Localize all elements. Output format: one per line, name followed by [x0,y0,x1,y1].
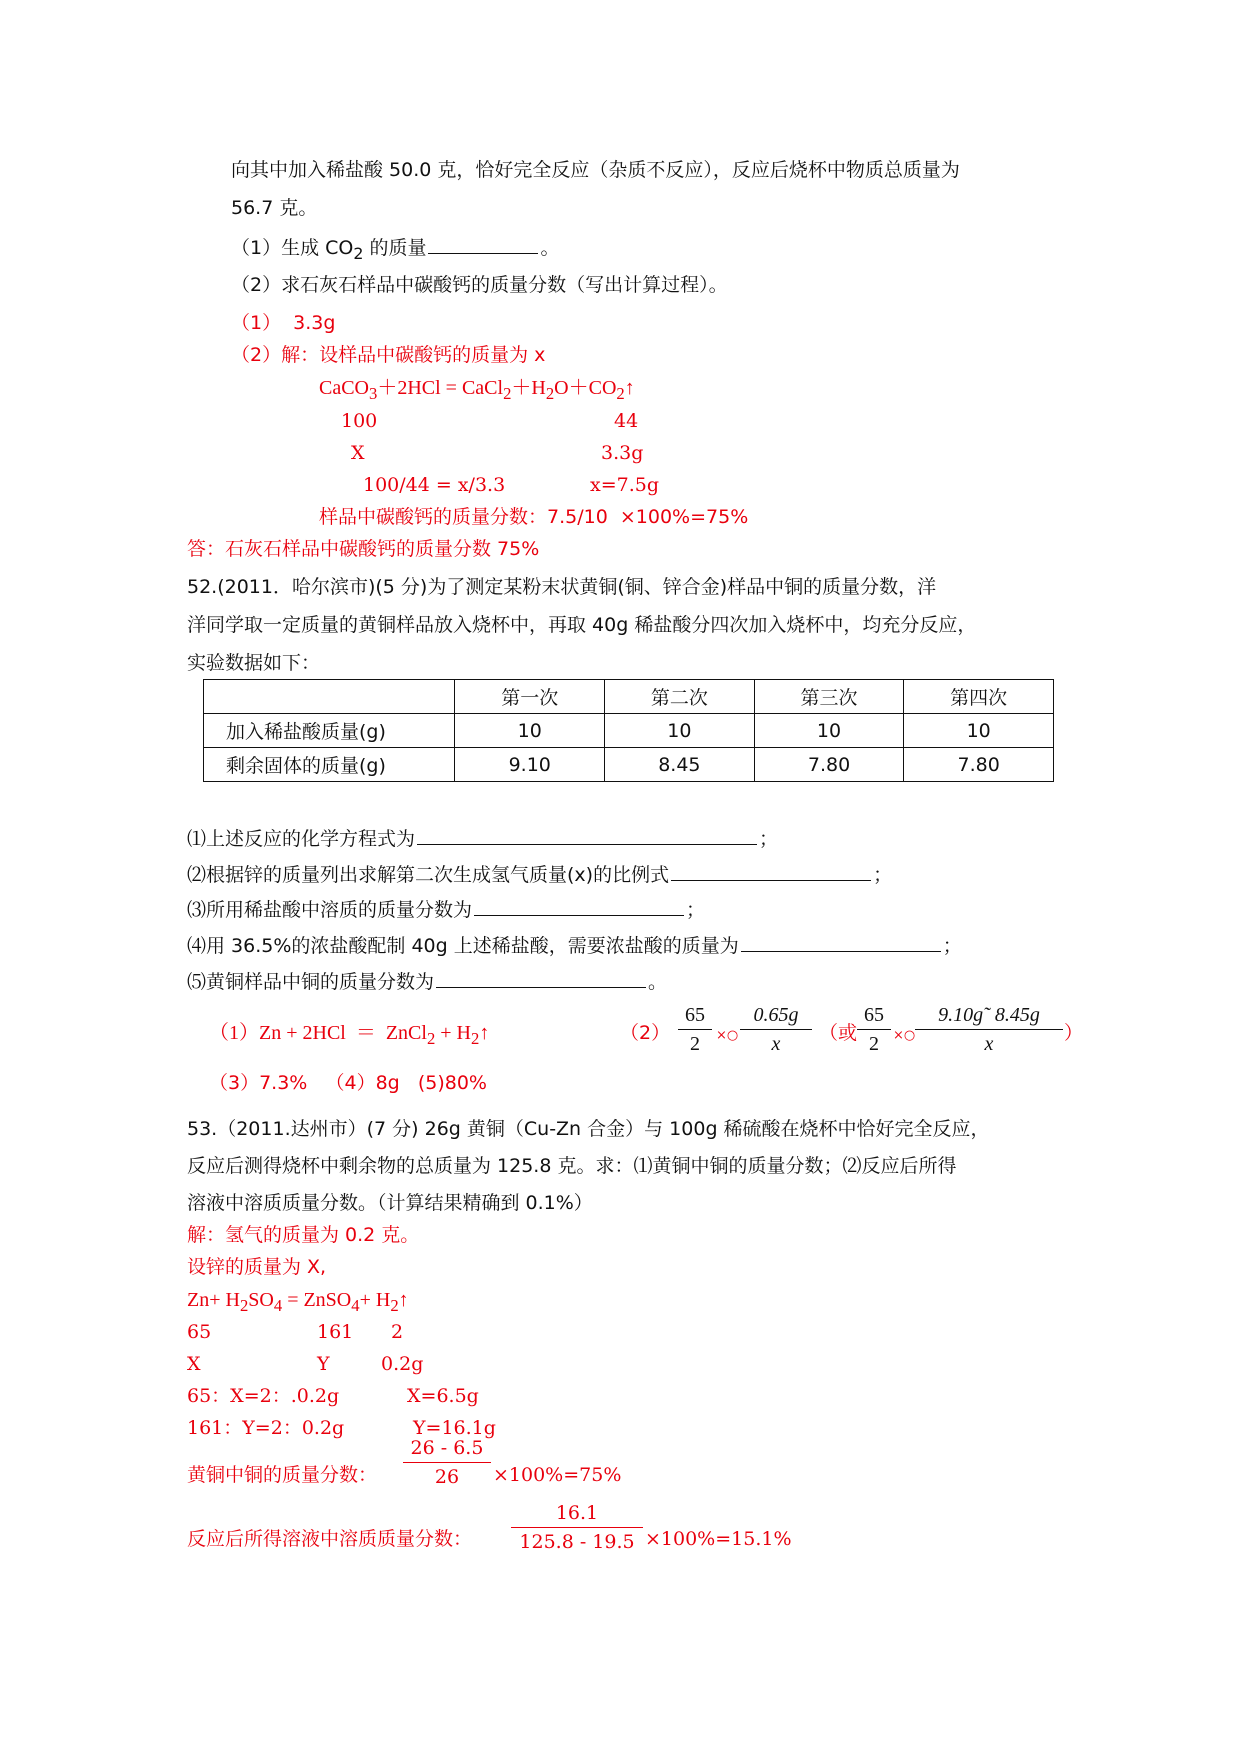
fraction: 0.65g x [740,1003,812,1056]
solution-line: 解：氢气的质量为 0.2 克。 [187,1224,420,1246]
table-header-cell: 第三次 [754,680,904,714]
ratio-value: 3.3g [601,442,644,464]
table-header-cell: 第二次 [605,680,755,714]
question-2: （2）求石灰石样品中碳酸钙的质量分数（写出计算过程）。 [231,274,728,296]
problem-52-text: 实验数据如下： [187,652,321,674]
close-paren: ） [1064,1022,1084,1044]
question-52-1: ⑴上述反应的化学方程式为 ； [187,828,779,850]
ratio-value: 100 [341,410,378,432]
table-header-row [204,680,1054,714]
table-header-cell [204,680,455,714]
table-cell: 8.45 [605,748,755,782]
result: Y=16.1g [413,1417,496,1439]
table-cell: 剩余固体的质量(g) [204,748,455,782]
table-cell: 7.80 [904,748,1054,782]
answer-blank [428,235,538,254]
answer-2: （2）解：设样品中碳酸钙的质量为 x [231,344,546,366]
answer-blank [436,969,646,988]
table-row [204,714,1054,748]
table-cell: 10 [605,714,755,748]
proportion: 65：X=2：.0.2g [187,1385,340,1407]
mark: ×○ [716,1028,739,1043]
answer-52-1: （1）Zn + 2HCl ＝ ZnCl$_2$ + $H_2↑$ [209,1022,490,1048]
table-header-cell: 第一次 [455,680,605,714]
problem-52-text: 52.(2011．哈尔滨市)(5 分)为了测定某粉末状黄铜(铜、锌合金)样品中铜的质量分数，洋 [187,576,937,598]
question-1: （1）生成 $CO_2$ 的质量 。 [231,237,560,263]
problem-53-text: 反应后测得烧杯中剩余物的总质量为 125.8 克。求：⑴黄铜中铜的质量分数；⑵反应后所得 [187,1155,957,1177]
problem-text-line: 向其中加入稀盐酸 50.0 克，恰好完全反应（杂质不反应），反应后烧杯中物质总质量为 [231,159,960,181]
solution-fraction-label: 反应后所得溶液中溶质质量分数： [187,1528,473,1550]
final-answer: 答：石灰石样品中碳酸钙的质量分数 75% [187,538,540,560]
answer-52-2-label: （2） [620,1022,671,1044]
answer-52-3-5: （3）7.3% （4）8g (5)80% [209,1072,487,1094]
ratio-value: 161 [317,1321,354,1343]
fraction: 65 2 [678,1003,712,1056]
solution-line: 设锌的质量为 X, [187,1256,327,1278]
question-52-4: ⑷用 36.5%的浓盐酸配制 40g 上述稀盐酸，需要浓盐酸的质量为 ； [187,935,962,957]
problem-53-text: 53.（2011.达州市）(7 分) 26g 黄铜（Cu-Zn 合金）与 100g 稀硫酸在烧杯中恰好完全反应， [187,1118,990,1140]
answer-1: （1） 3.3g [231,312,336,334]
chemical-equation: $Zn+ H_2SO_4$ = ZnSO$_4$+ $H_2↑$ [187,1289,409,1315]
table-cell: 10 [455,714,605,748]
ratio-value: Y [317,1353,330,1375]
question-52-5: ⑸黄铜样品中铜的质量分数为 。 [187,971,668,993]
problem-text-line: 56.7 克。 [231,197,318,219]
copper-fraction-label: 黄铜中铜的质量分数： [187,1464,378,1486]
fraction: 26 - 6.5 26 [403,1436,491,1489]
fraction: 65 2 [857,1003,891,1056]
experiment-data-table [203,679,1054,782]
fraction: 16.1 125.8 - 19.5 [511,1501,643,1554]
problem-52-text: 洋同学取一定质量的黄铜样品放入烧杯中，再取 40g 稀盐酸分四次加入烧杯中，均充分反应， [187,614,977,636]
ratio-value: 44 [614,410,639,432]
table-cell: 7.80 [754,748,904,782]
answer-blank [417,826,757,845]
answer-blank [741,933,941,952]
table-cell: 9.10 [455,748,605,782]
alternative-label: （或 [819,1022,858,1044]
ratio-value: 65 [187,1321,212,1343]
ratio-value: X [187,1353,201,1375]
answer-blank [671,862,871,881]
result: X=6.5g [407,1385,479,1407]
proportion: 161：Y=2：0.2g [187,1417,345,1439]
ratio-value: X [351,442,365,464]
table-cell: 10 [904,714,1054,748]
copper-fraction-result: ×100%=75% [493,1464,622,1486]
mass-fraction-line: 样品中碳酸钙的质量分数：7.5/10 ×100%=75% [319,506,749,528]
ratio-value: 0.2g [381,1353,424,1375]
fraction: 9.10g˜ 8.45g x [915,1003,1063,1056]
table-row [204,748,1054,782]
ratio-value: 2 [391,1321,404,1343]
table-cell: 加入稀盐酸质量(g) [204,714,455,748]
solution-fraction-result: ×100%=15.1% [645,1528,792,1550]
table-header-cell: 第四次 [904,680,1054,714]
question-52-3: ⑶所用稀盐酸中溶质的质量分数为 ； [187,899,706,921]
answer-blank [474,897,684,916]
proportion: 100/44 = x/3.3 [363,474,506,496]
table-cell: 10 [754,714,904,748]
mark: ×○ [893,1028,916,1043]
question-52-2: ⑵根据锌的质量列出求解第二次生成氢气质量(x)的比例式 ； [187,864,893,886]
result: x=7.5g [590,474,660,496]
problem-53-text: 溶液中溶质质量分数。（计算结果精确到 0.1%） [187,1192,593,1214]
chemical-equation: CaCO$_3$＋2HCl = $CaCl_2+H_2O+CO_2↑$ [319,377,635,403]
